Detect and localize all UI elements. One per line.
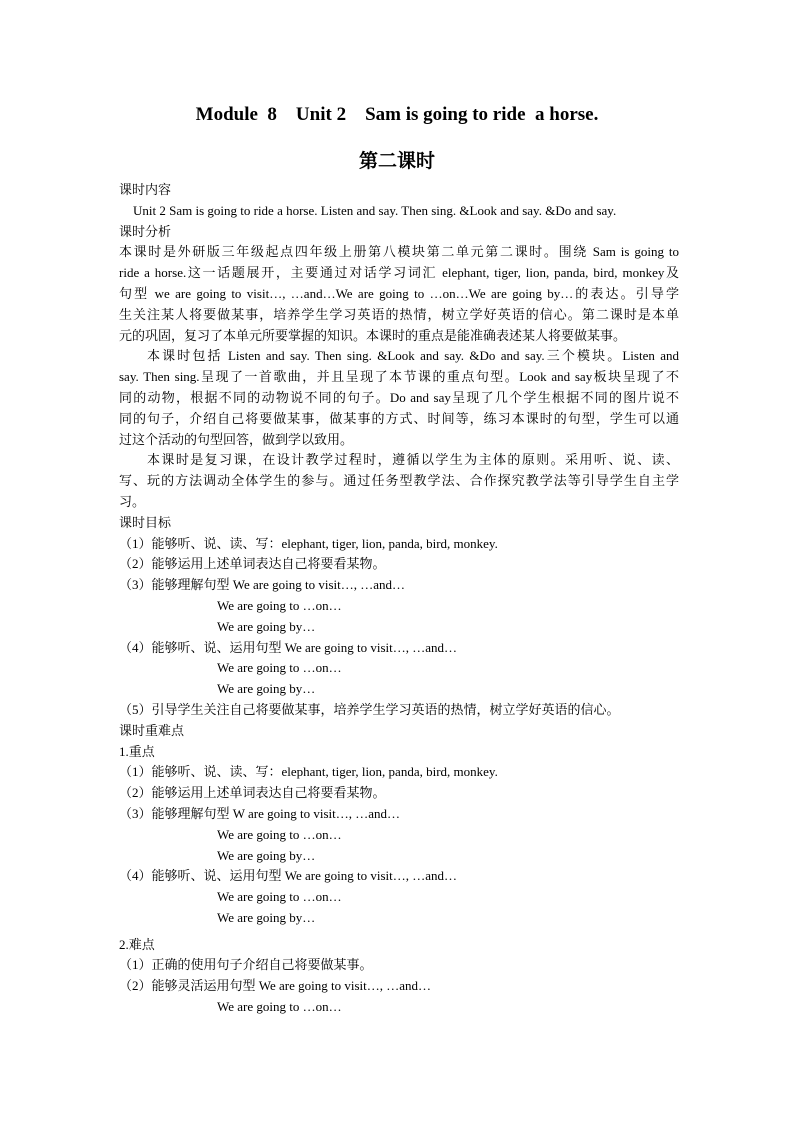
text-line: （1）正确的使用句子介绍自己将要做某事。 [119,957,373,973]
text-line: We are going to …on… [217,826,342,842]
text-line: 本课时是外研版三年级起点四年级上册第八模块第二单元第二课时。围绕 Sam is going to [119,244,679,260]
text-line: 1.重点 [119,743,155,759]
text-line: Unit 2 Sam is going to ride a horse. Listen and say. Then sing. &Look and say. &Do and say. [133,202,617,218]
text-line: We are going by… [217,618,316,634]
text-line: 本课时包括 Listen and say. Then sing. &Look and say. &Do and say.三个模块。Listen and [147,348,679,364]
text-line: （3）能够理解句型 W are going to visit…, …and… [119,805,401,821]
text-line: （2）能够运用上述单词表达自己将要看某物。 [119,785,386,801]
text-line: ride a horse.这一话题展开，主要通过对话学习词汇 elephant, tiger, lion, panda, bird, monkey及 [119,265,679,281]
text-line: （4）能够听、说、运用句型 We are going to visit…, …and… [119,868,458,884]
text-line: We are going to …on… [217,660,342,676]
text-line: 课时重难点 [119,722,185,738]
text-line: （1）能够听、说、读、写：elephant, tiger, lion, panda, bird, monkey. [119,764,498,780]
text-line: We are going by… [217,681,316,697]
text-line: We are going by… [217,909,316,925]
text-line: say. Then sing.呈现了一首歌曲，并且呈现了本节课的重点句型。Look and say板块呈现了不 [119,369,679,385]
text-line: 课时分析 [119,223,172,239]
text-line: 本课时是复习课，在设计教学过程时，遵循以学生为主体的原则。采用听、说、读、 [147,452,679,468]
text-line: （3）能够理解句型 We are going to visit…, …and… [119,577,406,593]
text-line: 元的巩固，复习了本单元所要掌握的知识。本课时的重点是能准确表述某人将要做某事。 [119,327,627,343]
text-line: 2.难点 [119,936,155,952]
text-line: （4）能够听、说、运用句型 We are going to visit…, …and… [119,639,458,655]
text-line: 生关注某人将要做某事，培养学生学习英语的热情，树立学好英语的信心。第二课时是本单 [119,306,679,322]
document-title: Module 8 Unit 2 Sam is going to ride a horse. [195,104,599,125]
text-line: 过这个活动的句型回答，做到学以致用。 [119,431,354,447]
text-line: We are going by… [217,847,316,863]
text-line: We are going to …on… [217,597,342,613]
text-line: （1）能够听、说、读、写：elephant, tiger, lion, panda, bird, monkey. [119,535,498,551]
document-body [119,180,679,1018]
text-line: 写、玩的方法调动全体学生的参与。通过任务型教学法、合作探究教学法等引导学生自主学 [119,473,679,489]
text-line: （5）引导学生关注自己将要做某事，培养学生学习英语的热情，树立学好英语的信心。 [119,701,620,717]
text-line: 同的动物，根据不同的动物说不同的句子。Do and say呈现了几个学生根据不同的图片说不 [119,389,679,405]
text-line: 课时内容 [119,182,172,197]
text-line: 课时目标 [119,514,172,530]
text-line: We are going to …on… [217,999,342,1015]
text-line: 句型 we are going to visit…, …and…We are going to …on…We are going by…的表达。引导学 [119,285,679,301]
text-line: （2）能够运用上述单词表达自己将要看某物。 [119,556,386,572]
lesson-subtitle: 第二课时 [358,150,435,172]
text-line: 同的句子，介绍自己将要做某事，做某事的方式、时间等，练习本课时的句型，学生可以通 [119,410,679,426]
text-line: 习。 [119,493,146,509]
text-line: We are going to …on… [217,889,342,905]
text-line: （2）能够灵活运用句型 We are going to visit…, …and… [119,978,432,994]
